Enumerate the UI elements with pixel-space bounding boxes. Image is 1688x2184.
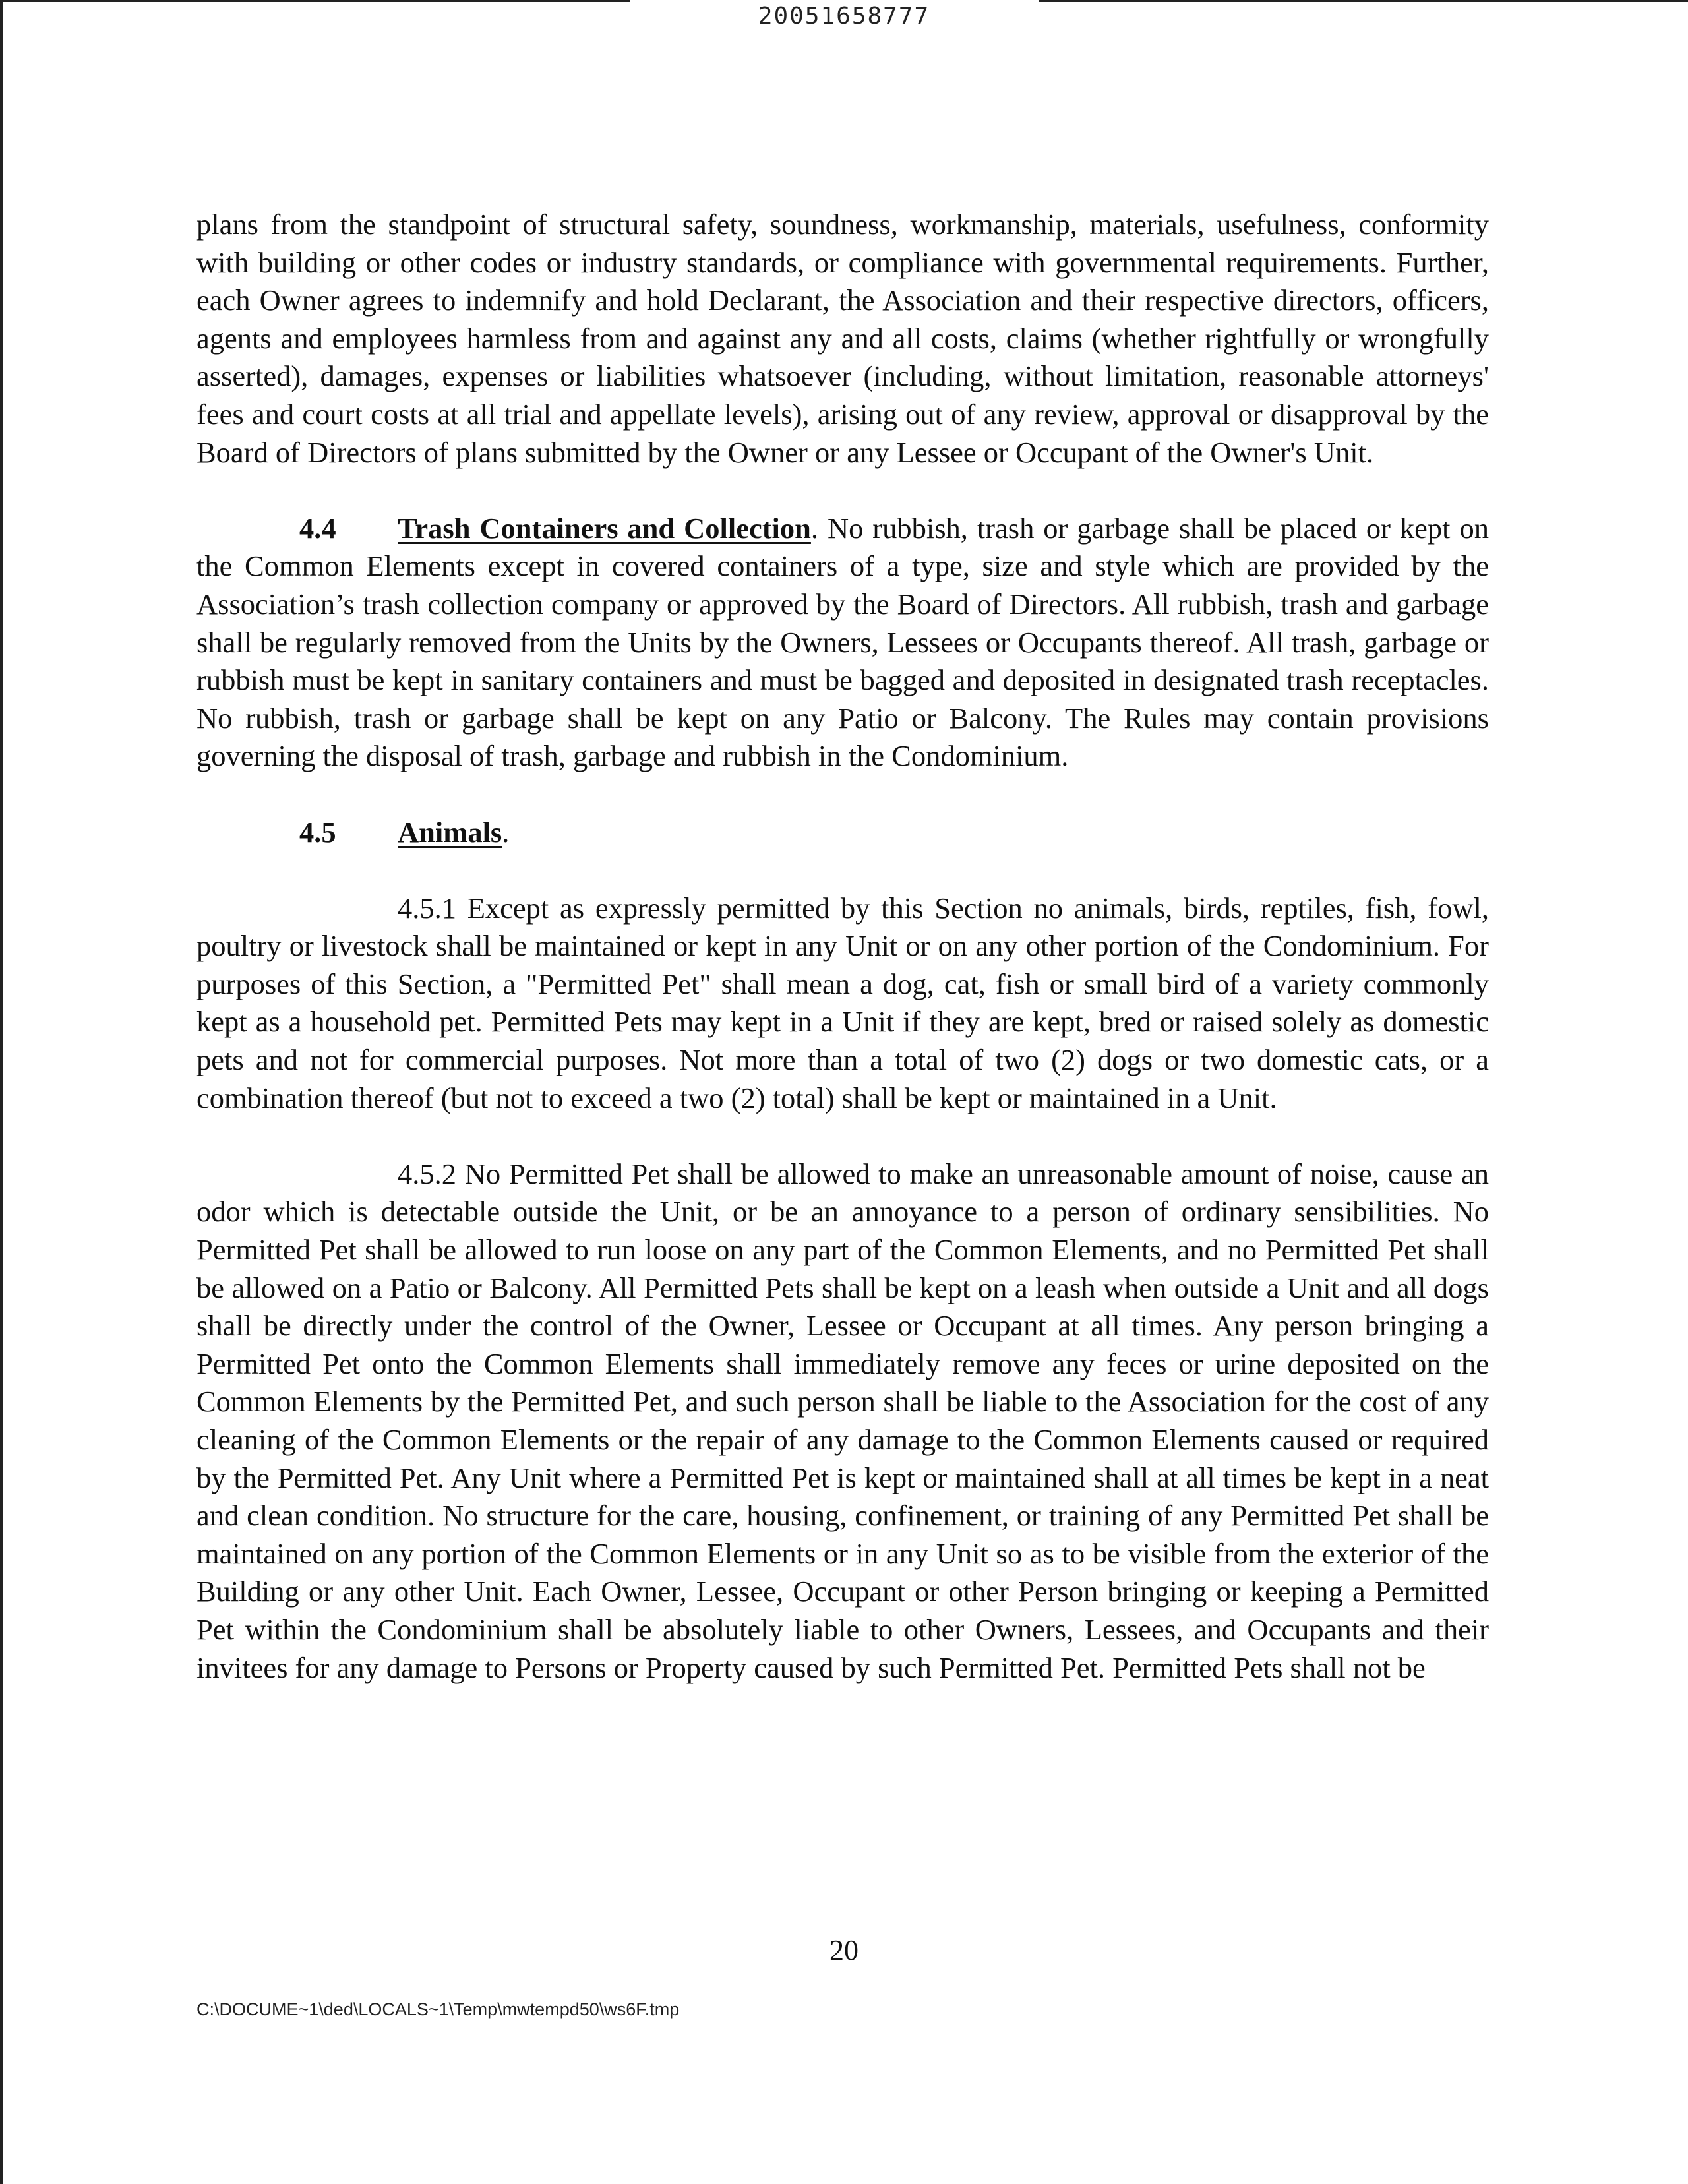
- header-rule-right: [1039, 0, 1688, 2]
- header-rule-left: [0, 0, 630, 2]
- section-4-4-title-suffix: .: [810, 511, 819, 545]
- section-4-5-heading: [299, 814, 1489, 852]
- document-number: 20051658777: [758, 3, 930, 30]
- section-4-4: [196, 510, 1489, 775]
- scan-left-edge: [0, 0, 3, 2184]
- paragraph-continued: plans from the standpoint of structural safety, soundness, workmanship, materials, usefulness, conformity with building or other codes or industry standards, or compliance with governmental requirements. Further, each Owner agrees to indemnify and hold Declarant, the Association and their respective directors, officers, agents and employees harmless from and against any and all costs, claims (whether rightfully or wrongfully asserted), damages, expenses or liabilities whatsoever (including, without limitation, reasonable attorneys' fees and court costs at all trial and appellate levels), arising out of any review, approval or disapproval by the Board of Directors of plans submitted by the Owner or any Lessee or Occupant of the Owner's Unit.: [196, 208, 1489, 469]
- section-4-5-title: Animals: [398, 815, 502, 849]
- section-4-5-1: 4.5.1 Except as expressly permitted by this Section no animals, birds, reptiles, fish, fowl, poultry or livestock shall be maintained or kept in any Unit or on any other portion of the Condominium. For purposes of this Section, a "Permitted Pet" shall mean a dog, cat, fish or small bird of a variety commonly kept as a household pet. Permitted Pets may kept in a Unit if they are kept, bred or raised solely as domestic pets and not for commercial purposes. Not more than a total of two (2) dogs or two domestic cats, or a combination thereof (but not to exceed a two (2) total) shall be kept or maintained in a Unit.: [196, 891, 1489, 1114]
- section-4-4-number: 4.4: [299, 511, 336, 545]
- section-4-4-title: Trash Containers and Collection: [398, 511, 811, 545]
- section-4-5-2: 4.5.2 No Permitted Pet shall be allowed to make an unreasonable amount of noise, cause an odor which is detectable outside the Unit, or be an annoyance to a person of ordinary sensibilities. No Permitted Pet shall be allowed to run loose on any part of the Common Elements, and no Permitted Pet shall be allowed on a Patio or Balcony. All Permitted Pets shall be kept on a leash when outside a Unit and all dogs shall be directly under the control of the Owner, Lessee or Occupant at all times. Any person bringing a Permitted Pet onto the Common Elements shall immediately remove any feces or urine deposited on the Common Elements by the Permitted Pet, and such person shall be liable to the Association for the cost of any cleaning of the Common Elements or the repair of any damage to the Common Elements caused or required by the Permitted Pet. Any Unit where a Permitted Pet is kept or maintained shall at all times be kept in a neat and clean condition. No structure for the care, housing, confinement, or training of any Permitted Pet shall be maintained on any portion of the Common Elements or in any Unit so as to be visible from the exterior of the Building or any other Unit. Each Owner, Lessee, Occupant or other Person bringing or keeping a Permitted Pet within the Condominium shall be absolutely liable to other Owners, Lessees, and Occupants and their invitees for any damage to Persons or Property caused by such Permitted Pet. Permitted Pets shall not be: [196, 1157, 1489, 1684]
- file-path-footer: C:\DOCUME~1\ded\LOCALS~1\Temp\mwtempd50\ws6F.tmp: [196, 1999, 680, 2019]
- page-number: 20: [829, 1934, 859, 1966]
- document-body: [196, 206, 1489, 1725]
- section-4-4-text: No rubbish, trash or garbage shall be placed or kept on the Common Elements except in covered containers of a type, size and style which are provided by the Association’s trash collection company or approved by the Board of Directors. All rubbish, trash and garbage shall be regularly removed from the Units by the Owners, Lessees or Occupants thereof. All trash, garbage or rubbish must be kept in sanitary containers and must be bagged and deposited in designated trash receptacles. No rubbish, trash or garbage shall be kept on any Patio or Balcony. The Rules may contain provisions governing the disposal of trash, garbage and rubbish in the Condominium.: [196, 511, 1489, 773]
- section-4-5-title-suffix: .: [502, 815, 510, 849]
- section-4-5-number: 4.5: [299, 815, 336, 849]
